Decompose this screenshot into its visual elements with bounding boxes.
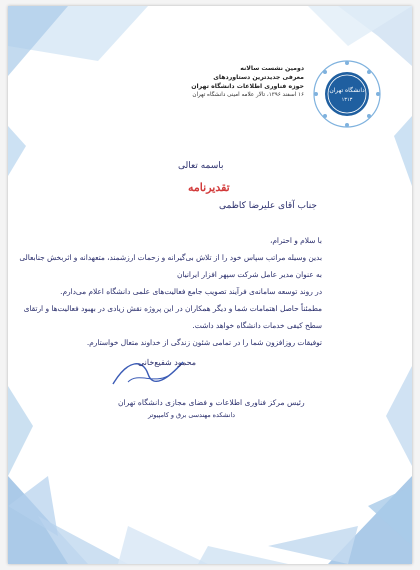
header-line-2: معرفی جدیدترین دستاوردهای [213,74,304,81]
body-paragraph-2: در روند توسعه سامانه‌ی فرآیند تصویب جامع فعالیت‌های علمی دانشگاه اعلام می‌دارم. [60,287,322,296]
header-line-3: حوزه فناوری اطلاعات دانشگاه تهران [191,83,304,90]
seal-text: دانشگاه تهران [329,87,365,94]
signer-title: رئیس مرکز فناوری اطلاعات و فضای مجازی دانشگاه تهران [118,398,305,407]
body-paragraph-4: توفیقات روزافزون شما را در تمامی شئون زندگی از خداوند متعال خواستارم. [86,338,322,347]
body-paragraph-3: مطمئناً حاصل اهتمامات شما و دیگر همکاران در این پروژه نقش زیادی در بهبود فعالیت‌ها و ارتقای سطح کیفی خدمات دانشگاه خواهد داشت. [23,304,322,330]
letter-body [17,232,322,351]
signer-name: محمود شفیع‌خانی [138,358,197,367]
event-header [104,64,304,91]
body-paragraph-1: بدین وسیله مراتب سپاس خود را از تلاش بی‌گیرانه و زحمات ارزشمند، متعهدانه و اثربخش جنابعالی به عنوان مدیر عامل شرکت سپهر افزار ایرانیان [19,253,322,279]
seal-year: ۱۳۱۳ [341,97,353,103]
event-date-place: ۱۶ اسفند ۱۳۹۶، تالار علامه امینی دانشگاه تهران [192,92,304,98]
signer-department: دانشکده مهندسی برق و کامپیوتر [148,411,236,419]
university-seal-icon [312,59,382,129]
header-line-1: دومین نشست سالانه [240,65,304,72]
recipient-name: جناب آقای علیرضا کاظمی [219,201,317,211]
greeting: با سلام و احترام، [269,236,322,245]
certificate-sheet [8,6,412,564]
bismillah: باسمه تعالی [178,161,224,171]
certificate-title: تقدیرنامه [188,181,230,194]
